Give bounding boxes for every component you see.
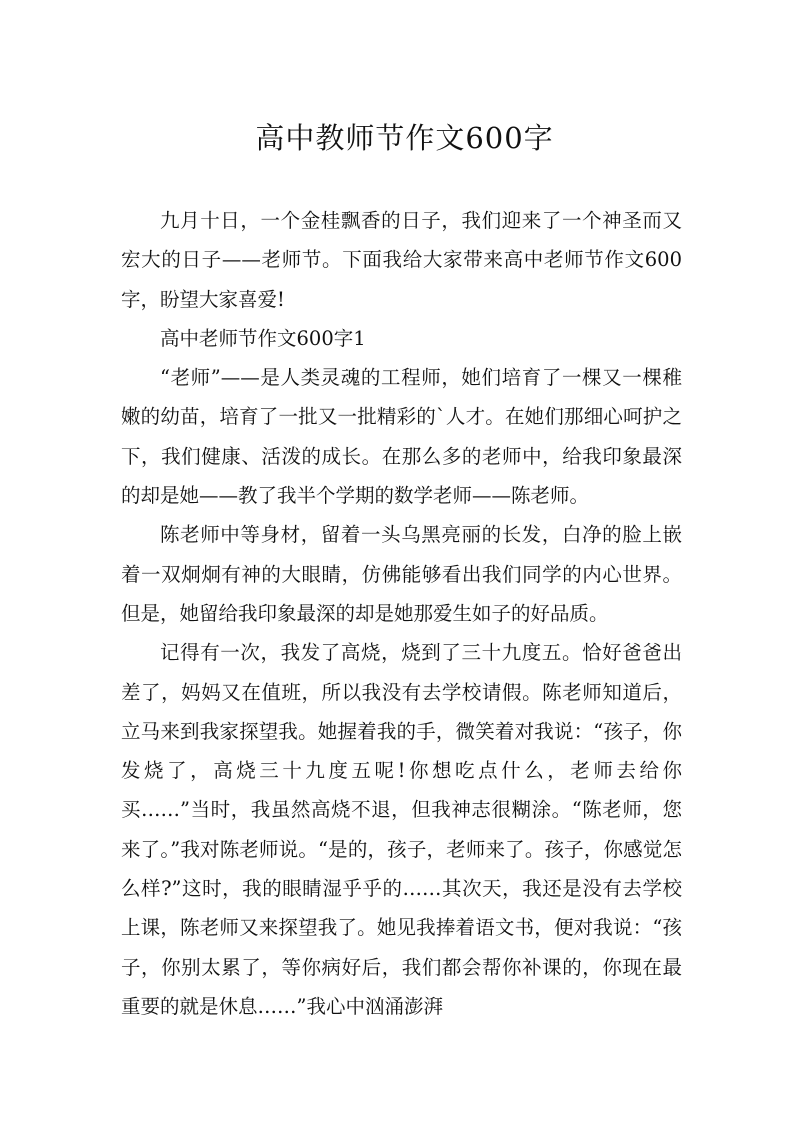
paragraph-subtitle: 高中老师节作文600字1 [160, 326, 366, 350]
document-body [121, 201, 682, 1026]
paragraph-teacher-description: 陈老师中等身材，留着一头乌黑亮丽的长发，白净的脸上嵌着一双炯炯有神的大眼睛，仿佛能够看出我们同学的内心世界。但是，她留给我印象最深的却是她那爱生如子的好品质。 [121, 523, 682, 625]
document-title: 高中教师节作文600字 [255, 121, 554, 155]
paragraph-teacher-intro: “老师”——是人类灵魂的工程师，她们培育了一棵又一棵稚嫩的幼苗，培育了一批又一批精彩的`人才。在她们那细心呵护之下，我们健康、活泼的成长。在那么多的老师中，给我印象最深的却是她——教了我半个学期的数学老师——陈老师。 [121, 366, 682, 508]
paragraph-intro: 九月十日，一个金桂飘香的日子，我们迎来了一个神圣而又宏大的日子——老师节。下面我给大家带来高中老师节作文600字，盼望大家喜爱! [121, 209, 682, 311]
paragraph-fever-story: 记得有一次，我发了高烧，烧到了三十九度五。恰好爸爸出差了，妈妈又在值班，所以我没有去学校请假。陈老师知道后，立马来到我家探望我。她握着我的手，微笑着对我说：“孩子，你发烧了，高烧三十九度五呢!你想吃点什么，老师去给你买……”当时，我虽然高烧不退，但我神志很糊涂。“陈老师，您来了。”我对陈老师说。“是的，孩子，老师来了。孩子，你感觉怎么样?”这时，我的眼睛湿乎乎的……其次天，我还是没有去学校上课，陈老师又来探望我了。她见我捧着语文书，便对我说：“孩子，你别太累了，等你病好后，我们都会帮你补课的，你现在最重要的就是休息……”我心中汹涌澎湃 [121, 641, 682, 1018]
